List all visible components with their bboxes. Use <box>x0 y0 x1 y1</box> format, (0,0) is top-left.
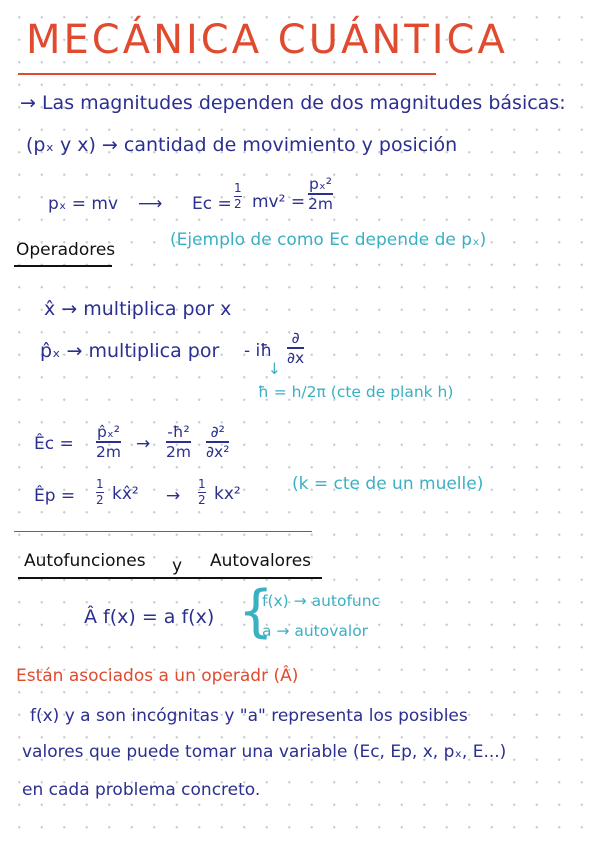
eigen-heading-and: y <box>172 556 183 576</box>
second-derivative-denominator: ∂x² <box>206 442 230 461</box>
ec-numerator: p̂ₓ² <box>97 423 120 441</box>
ec-operator: Êc = <box>34 434 74 454</box>
operators-heading-underline <box>14 265 112 267</box>
hbar-squared-fraction <box>166 424 191 460</box>
ep-half-fraction <box>96 478 104 507</box>
px2-numerator: pₓ² <box>309 175 332 193</box>
paragraph-line-3: en cada problema concreto. <box>22 780 261 800</box>
ep-arrow: → <box>166 486 181 506</box>
x-operator: x̂ → multiplica por x <box>44 298 232 320</box>
ec-fraction <box>96 424 121 460</box>
half-denominator: 2 <box>234 197 242 212</box>
ec-denominator: 2m <box>96 442 121 461</box>
brace: { <box>238 579 274 644</box>
spring-note: (k = cte de un muelle) <box>292 474 484 494</box>
paragraph-line-1: f(x) y a son incógnitas y "a" representa los posibles <box>30 706 468 726</box>
page-title: MECÁNICA CUÁNTICA <box>26 17 508 63</box>
p-operator: p̂ₓ → multiplica por <box>40 340 220 362</box>
title-underline <box>18 73 436 75</box>
down-arrow: ↓ <box>268 360 281 378</box>
ep-half-denominator: 2 <box>96 493 104 508</box>
operators-heading: Operadores <box>16 240 116 260</box>
hbar-squared-denominator: 2m <box>166 442 191 461</box>
ep-half2-denominator: 2 <box>198 493 206 508</box>
partial-denominator: ∂x <box>287 348 305 367</box>
implies-arrow: ⟶ <box>138 194 163 214</box>
section-divider <box>14 531 312 532</box>
hbar-note: ħ = h/2π (cte de plank h) <box>258 383 454 401</box>
second-derivative-numerator: ∂² <box>210 423 225 441</box>
ep-half-numerator: 1 <box>96 477 104 491</box>
eigen-equation: Â f(x) = a f(x) <box>84 606 215 628</box>
ec-label: Ec = <box>192 194 232 214</box>
second-derivative-fraction <box>206 424 229 460</box>
hbar-squared-numerator: -ħ² <box>167 423 190 441</box>
intro-line-2: (pₓ y x) → cantidad de movimiento y posición <box>26 134 458 156</box>
intro-line-1: → Las magnitudes dependen de dos magnitudes básicas: <box>20 92 566 114</box>
eigen-heading-right: Autovalores <box>210 551 312 571</box>
ep-kx-operator: kx̂² <box>112 484 139 504</box>
ep-kx-squared: kx² <box>214 484 241 504</box>
partial-derivative-fraction <box>287 330 304 366</box>
example-note: (Ejemplo de como Ec depende de pₓ) <box>170 230 487 250</box>
ec-arrow: → <box>136 434 151 454</box>
brace-line-autovalor: a → autovalor <box>262 622 369 640</box>
half-fraction <box>234 182 242 211</box>
eigen-heading-underline <box>18 577 322 579</box>
associated-statement: Están asociados a un operadr (Â) <box>16 666 299 686</box>
half-numerator: 1 <box>234 181 242 195</box>
minus-i-hbar: - iħ <box>244 341 273 361</box>
paragraph-line-2: valores que puede tomar una variable (Ec, Ep, x, pₓ, E...) <box>22 742 507 762</box>
px-squared-fraction <box>308 176 333 212</box>
mv-squared: mv² = <box>252 192 306 212</box>
momentum-definition: pₓ = mv <box>48 194 119 214</box>
ep-operator: Êp = <box>34 486 76 506</box>
ep-half-fraction-2 <box>198 478 206 507</box>
eigen-heading-left: Autofunciones <box>24 551 146 571</box>
ep-half2-numerator: 1 <box>198 477 206 491</box>
px2-denominator: 2m <box>308 194 333 213</box>
brace-line-autofunc: f(x) → autofunc <box>262 592 381 610</box>
partial-numerator: ∂ <box>291 329 300 347</box>
